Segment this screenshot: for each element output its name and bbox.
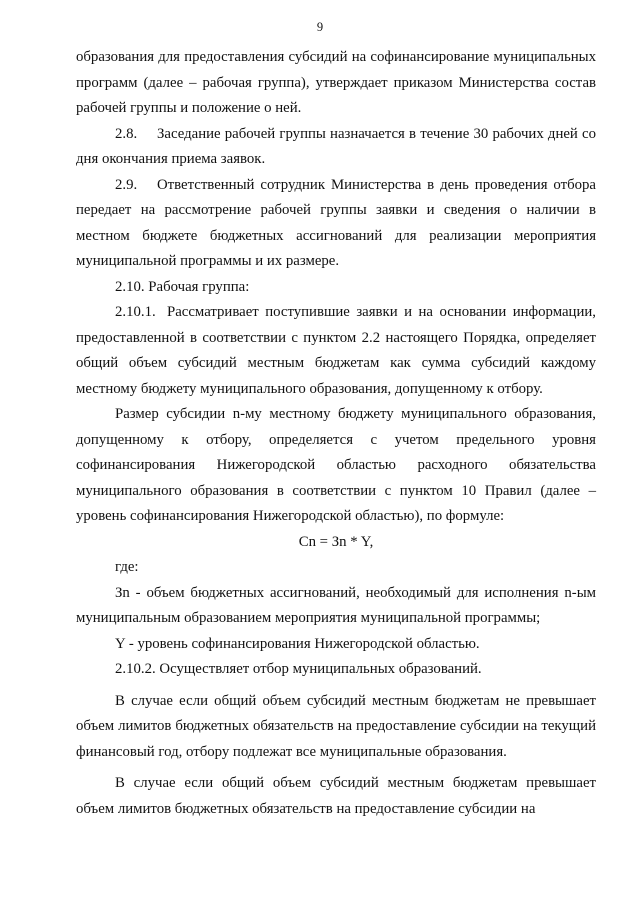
paragraph-2-10: 2.10. Рабочая группа: [115,278,250,295]
clause-number: 2.9. [115,176,138,193]
paragraph-zn-definition: Зn - объем бюджетных ассигнований, необходимый для исполнения n-ым муниципальным образованием мероприятия муниципальной программы; [76,584,596,626]
paragraph-2-10-2: 2.10.2. Осуществляет отбор муниципальных образований. [115,661,482,677]
paragraph-2-9 [76,173,596,275]
paragraph-subsidy-size: Размер субсидии n-му местному бюджету муниципального образования, допущенному к отбору, определяется с учетом предельного уровня софинансирования Нижегородской областью расходного обязательства муниципального образования в соответствии с пунктом 10 Правил (далее – уровень софинансирования Нижегородской областью), по формуле: [76,406,596,524]
paragraph-2-8 [76,122,596,173]
page-number: 9 [316,20,324,34]
paragraph-case-exceed: В случае если общий объем субсидий местным бюджетам превышает объем лимитов бюджетных обязательств на предоставление субсидии на [76,775,596,817]
formula: Cn = Зn * Y, [298,533,374,550]
paragraph-continuation: образования для предоставления субсидий на софинансирование муниципальных программ (далее – рабочая группа), утверждает приказом Министерства состав рабочей группы и положение о ней. [76,49,596,116]
clause-text: Заседание рабочей группы назначается в течение 30 рабочих дней со дня окончания приема заявок. [76,125,596,167]
clause-text: Ответственный сотрудник Министерства в день проведения отбора передает на рассмотрение рабочей группы заявки и сведения о наличии в местном бюджете бюджетных ассигнований для реализации мероприятия муниципальной программы и их размере. [76,176,596,269]
clause-text: Рассматривает поступившие заявки и на основании информации, предоставленной в соответствии с пунктом 2.2 настоящего Порядка, определяет общий объем субсидий местным бюджетам как сумма субсидий каждому местному бюджету муниципального образования, допущенному к отбору. [76,304,596,397]
paragraph-where: где: [115,559,139,575]
paragraph-case-not-exceed: В случае если общий объем субсидий местным бюджетам не превышает объем лимитов бюджетных обязательств на предоставление субсидии на текущий финансовый год, отбору подлежат все муниципальные образования. [76,692,596,760]
paragraph-2-10-1 [76,300,596,402]
clause-number: 2.8. [115,125,138,142]
paragraph-y-definition: Y - уровень софинансирования Нижегородской областью. [115,635,480,652]
clause-number: 2.10.1. [115,304,156,320]
document-body [76,45,596,822]
